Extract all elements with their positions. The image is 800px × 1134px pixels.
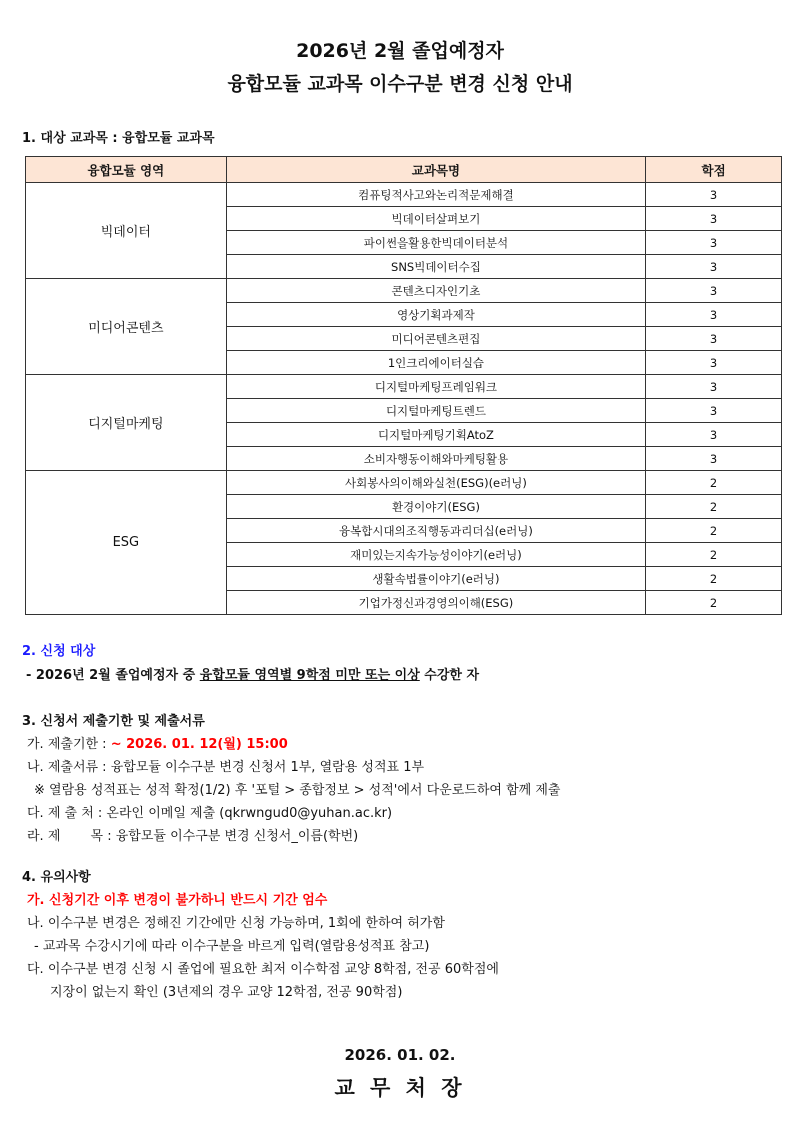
course-name-cell: 빅데이터살펴보기	[226, 207, 645, 231]
deadline-line	[27, 733, 288, 752]
credit-cell: 3	[646, 351, 782, 375]
credit-cell: 2	[646, 495, 782, 519]
section1-heading: 1. 대상 교과목 : 융합모듈 교과목	[22, 131, 215, 146]
column-header: 학점	[646, 157, 782, 183]
credit-cell: 2	[646, 591, 782, 615]
course-name-cell: 미디어콘텐츠편집	[226, 327, 645, 351]
area-cell: 빅데이터	[26, 183, 227, 279]
documents-line: 나. 제출서류 : 융합모듈 이수구분 변경 신청서 1부, 열람용 성적표 1부	[27, 760, 425, 775]
course-name-cell: 재미있는지속가능성이야기(e러닝)	[226, 543, 645, 567]
course-name-cell: 1인크리에이터실습	[226, 351, 645, 375]
credit-cell: 2	[646, 519, 782, 543]
credit-cell: 3	[646, 255, 782, 279]
table-row	[26, 183, 782, 207]
area-cell: 미디어콘텐츠	[26, 279, 227, 375]
section3-heading: 3. 신청서 제출기한 및 제출서류	[22, 714, 205, 729]
course-table	[25, 156, 782, 615]
transcript-note: ※ 열람용 성적표는 성적 확정(1/2) 후 '포털 > 종합정보 > 성적'에서 다운로드하여 함께 제출	[34, 783, 561, 798]
credit-cell: 3	[646, 279, 782, 303]
course-name-cell: 디지털마케팅프레임워크	[226, 375, 645, 399]
target-condition: 융합모듈 영역별 9학점 미만 또는 이상	[199, 668, 420, 683]
course-name-cell: 환경이야기(ESG)	[226, 495, 645, 519]
credit-cell: 3	[646, 399, 782, 423]
course-name-cell: 생활속법률이야기(e러닝)	[226, 567, 645, 591]
target-prefix: - 2026년 2월 졸업예정자 중	[26, 668, 200, 683]
title-line-2: 융합모듈 교과목 이수구분 변경 신청 안내	[227, 73, 573, 95]
caution-item-2-sub: - 교과목 수강시기에 따라 이수구분을 바르게 입력(열람용성적표 참고)	[34, 939, 430, 954]
deadline-label: 가. 제출기한 :	[27, 737, 111, 752]
area-cell: 디지털마케팅	[26, 375, 227, 471]
footer-date: 2026. 01. 02.	[344, 1046, 456, 1064]
credit-cell: 2	[646, 543, 782, 567]
footer-signature: 교 무 처 장	[334, 1076, 466, 1100]
caution-item-3-cont: 지장이 없는지 확인 (3년제의 경우 교양 12학점, 전공 90학점)	[50, 985, 403, 1000]
table-row	[26, 279, 782, 303]
target-suffix: 수강한 자	[419, 668, 480, 683]
course-name-cell: 영상기획과제작	[226, 303, 645, 327]
caution-item-1: 가. 신청기간 이후 변경이 불가하니 반드시 기간 엄수	[27, 893, 328, 908]
credit-cell: 3	[646, 207, 782, 231]
course-name-cell: 콘텐츠디자인기초	[226, 279, 645, 303]
course-name-cell: 소비자행동이해와마케팅활용	[226, 447, 645, 471]
credit-cell: 3	[646, 327, 782, 351]
credit-cell: 3	[646, 183, 782, 207]
column-header: 융합모듈 영역	[26, 157, 227, 183]
table-row	[26, 375, 782, 399]
table-row	[26, 471, 782, 495]
caution-item-3: 다. 이수구분 변경 신청 시 졸업에 필요한 최저 이수학점 교양 8학점, 전공 60학점에	[27, 962, 499, 977]
course-name-cell: 파이썬을활용한빅데이터분석	[226, 231, 645, 255]
course-name-cell: 디지털마케팅트렌드	[226, 399, 645, 423]
course-name-cell: SNS빅데이터수집	[226, 255, 645, 279]
credit-cell: 3	[646, 231, 782, 255]
credit-cell: 3	[646, 375, 782, 399]
course-name-cell: 컴퓨팅적사고와논리적문제해결	[226, 183, 645, 207]
target-line	[26, 664, 479, 683]
course-name-cell: 사회봉사의이해와실천(ESG)(e러닝)	[226, 471, 645, 495]
credit-cell: 3	[646, 303, 782, 327]
credit-cell: 2	[646, 471, 782, 495]
column-header: 교과목명	[226, 157, 645, 183]
caution-item-2: 나. 이수구분 변경은 정해진 기간에만 신청 가능하며, 1회에 한하여 허가함	[27, 916, 445, 931]
deadline-value: ~ 2026. 01. 12(월) 15:00	[110, 737, 288, 752]
credit-cell: 3	[646, 423, 782, 447]
section4-heading: 4. 유의사항	[22, 870, 91, 885]
credit-cell: 3	[646, 447, 782, 471]
course-name-cell: 디지털마케팅기획AtoZ	[226, 423, 645, 447]
course-name-cell: 기업가정신과경영의이해(ESG)	[226, 591, 645, 615]
section2-heading: 2. 신청 대상	[22, 644, 96, 659]
subject-line: 라. 제 목 : 융합모듈 이수구분 변경 신청서_이름(학번)	[27, 829, 359, 844]
submit-to-line: 다. 제 출 처 : 온라인 이메일 제출 (qkrwngud0@yuhan.ac.kr)	[27, 806, 393, 821]
title-line-1: 2026년 2월 졸업예정자	[296, 40, 504, 62]
area-cell: ESG	[26, 471, 227, 615]
course-name-cell: 융복합시대의조직행동과리더십(e러닝)	[226, 519, 645, 543]
credit-cell: 2	[646, 567, 782, 591]
